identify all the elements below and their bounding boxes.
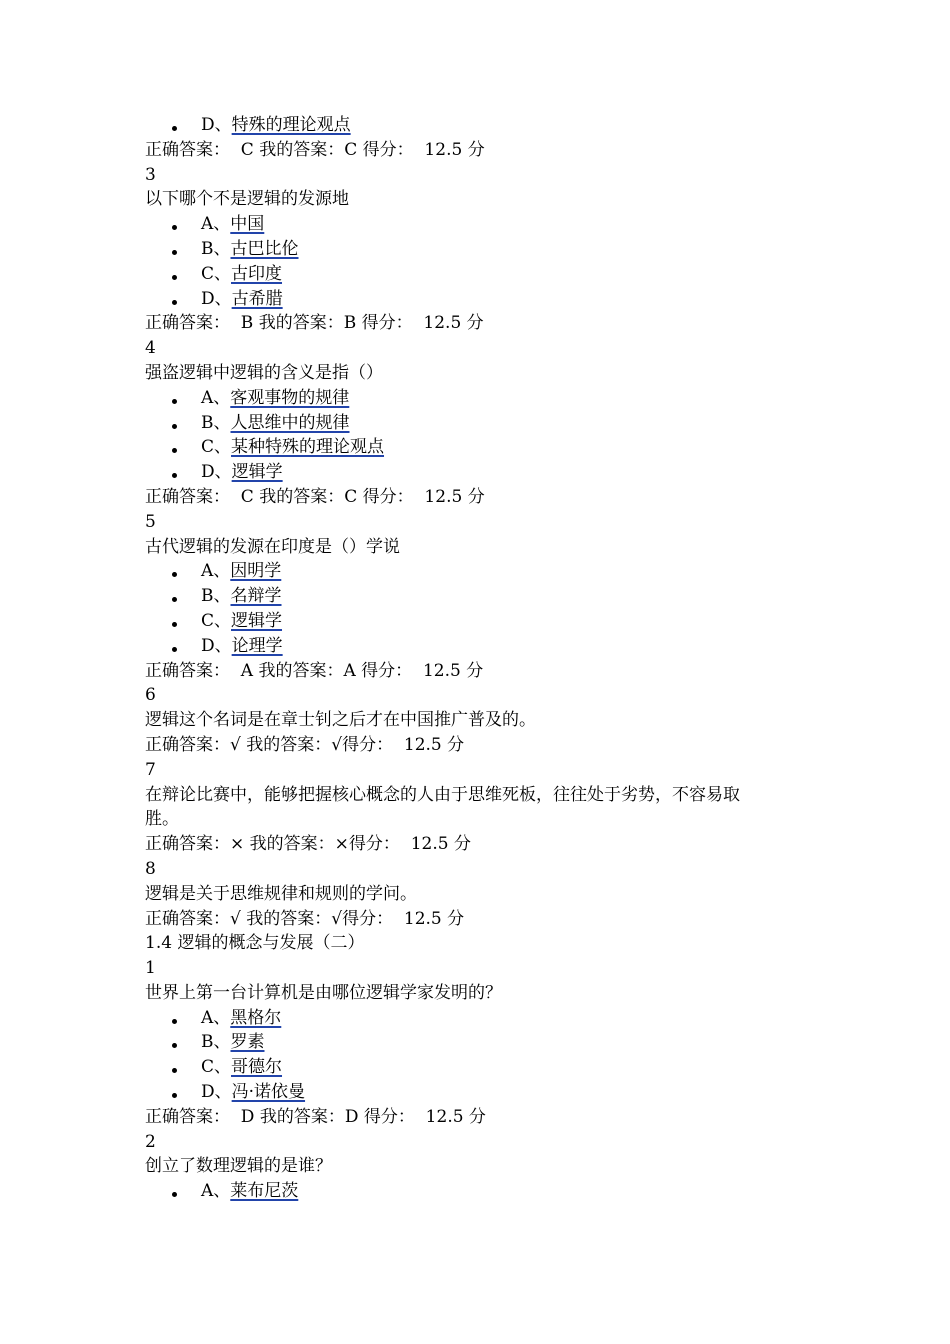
bullet-icon <box>172 647 177 652</box>
answer-line: 正确答案：× 我的答案：×得分： 12.5 分 <box>145 834 471 855</box>
option-letter: B、 <box>201 586 231 607</box>
option-item <box>145 1030 825 1055</box>
bullet-icon <box>172 250 177 255</box>
bullet-icon <box>172 1093 177 1098</box>
bullet-icon <box>172 622 177 627</box>
bullet-icon <box>172 126 177 131</box>
answer-line: 正确答案： C 我的答案：C 得分： 12.5 分 <box>145 486 485 507</box>
bullet-icon <box>172 597 177 602</box>
answer-line: 正确答案：√ 我的答案：√得分： 12.5 分 <box>145 908 465 929</box>
option-letter: D、 <box>201 635 232 656</box>
option-letter: C、 <box>201 610 232 631</box>
bullet-icon <box>172 473 177 478</box>
option-letter: C、 <box>201 263 232 284</box>
option-item <box>145 460 825 485</box>
option-link[interactable]: 逻辑学 <box>231 462 283 483</box>
option-letter: B、 <box>201 412 231 433</box>
bullet-icon <box>172 300 177 305</box>
option-item <box>145 386 825 411</box>
option-item <box>145 634 825 659</box>
answer-line: 正确答案： B 我的答案：B 得分： 12.5 分 <box>145 313 484 334</box>
bullet-icon <box>172 424 177 429</box>
option-link[interactable]: 莱布尼茨 <box>230 1181 299 1202</box>
bullet-icon <box>172 1019 177 1024</box>
question-text: 在辩论比赛中，能够把握核心概念的人由于思维死板，往往处于劣势，不容易取 <box>145 784 740 805</box>
bullet-icon <box>172 572 177 577</box>
question-text: 古代逻辑的发源在印度是（）学说 <box>145 536 400 557</box>
option-letter: A、 <box>201 1007 231 1028</box>
option-link[interactable]: 论理学 <box>231 635 283 656</box>
option-item <box>145 609 825 634</box>
option-item <box>145 1179 825 1204</box>
option-link[interactable]: 黑格尔 <box>230 1007 282 1028</box>
bullet-icon <box>172 1068 177 1073</box>
bullet-icon <box>172 1043 177 1048</box>
question-number: 2 <box>145 1131 156 1152</box>
option-item <box>145 113 825 138</box>
question-number: 6 <box>145 685 156 706</box>
question-number: 1 <box>145 958 156 979</box>
option-item <box>145 559 825 584</box>
answer-line: 正确答案： A 我的答案：A 得分： 12.5 分 <box>145 660 484 681</box>
option-link[interactable]: 名辩学 <box>230 586 282 607</box>
option-item <box>145 435 825 460</box>
option-link[interactable]: 古印度 <box>231 263 283 284</box>
question-text: 逻辑是关于思维规律和规则的学问。 <box>145 883 417 904</box>
option-item <box>145 1055 825 1080</box>
answer-line: 正确答案：√ 我的答案：√得分： 12.5 分 <box>145 734 465 755</box>
document-body <box>145 113 825 1204</box>
question-text: 创立了数理逻辑的是谁？ <box>145 1156 332 1177</box>
question-text: 强盗逻辑中逻辑的含义是指（） <box>145 362 383 383</box>
option-link[interactable]: 古希腊 <box>231 288 283 309</box>
option-link[interactable]: 哥德尔 <box>231 1057 283 1078</box>
question-text: 世界上第一台计算机是由哪位逻辑学家发明的？ <box>145 982 502 1003</box>
option-item <box>145 262 825 287</box>
option-letter: A、 <box>201 1181 231 1202</box>
option-item <box>145 212 825 237</box>
option-letter: C、 <box>201 437 232 458</box>
question-text: 逻辑这个名词是在章士钊之后才在中国推广普及的。 <box>145 710 536 731</box>
question-number: 4 <box>145 338 156 359</box>
option-letter: D、 <box>201 288 232 309</box>
option-letter: D、 <box>201 1082 232 1103</box>
option-item <box>145 287 825 312</box>
bullet-icon <box>172 1192 177 1197</box>
answer-line: 正确答案： C 我的答案：C 得分： 12.5 分 <box>145 139 485 160</box>
option-letter: B、 <box>201 238 231 259</box>
option-letter: A、 <box>201 214 231 235</box>
bullet-icon <box>172 225 177 230</box>
option-item <box>145 584 825 609</box>
answer-line: 正确答案： D 我的答案：D 得分： 12.5 分 <box>145 1106 486 1127</box>
option-link[interactable]: 客观事物的规律 <box>230 387 350 408</box>
option-link[interactable]: 中国 <box>230 214 265 235</box>
option-letter: A、 <box>201 561 231 582</box>
option-letter: D、 <box>201 462 232 483</box>
option-letter: D、 <box>201 115 232 135</box>
question-text: 以下哪个不是逻辑的发源地 <box>145 189 349 210</box>
question-text: 1.4 逻辑的概念与发展（二） <box>145 933 365 954</box>
option-link[interactable]: 逻辑学 <box>231 610 283 631</box>
option-letter: A、 <box>201 387 231 408</box>
option-link[interactable]: 因明学 <box>230 561 282 582</box>
question-number: 5 <box>145 511 156 532</box>
option-link[interactable]: 人思维中的规律 <box>230 412 350 433</box>
option-link[interactable]: 冯·诺依曼 <box>231 1082 306 1103</box>
option-link[interactable]: 某种特殊的理论观点 <box>231 437 385 458</box>
option-item <box>145 237 825 262</box>
option-letter: B、 <box>201 1032 231 1053</box>
option-link[interactable]: 古巴比伦 <box>230 238 299 259</box>
option-item <box>145 1080 825 1105</box>
question-number: 3 <box>145 164 156 185</box>
bullet-icon <box>172 399 177 404</box>
option-letter: C、 <box>201 1057 232 1078</box>
question-number: 7 <box>145 759 156 780</box>
question-text: 胜。 <box>145 809 179 830</box>
question-number: 8 <box>145 858 156 879</box>
bullet-icon <box>172 448 177 453</box>
bullet-icon <box>172 275 177 280</box>
option-item <box>145 1006 825 1031</box>
option-link[interactable]: 特殊的理论观点 <box>231 115 351 135</box>
option-item <box>145 411 825 436</box>
option-link[interactable]: 罗素 <box>230 1032 265 1053</box>
